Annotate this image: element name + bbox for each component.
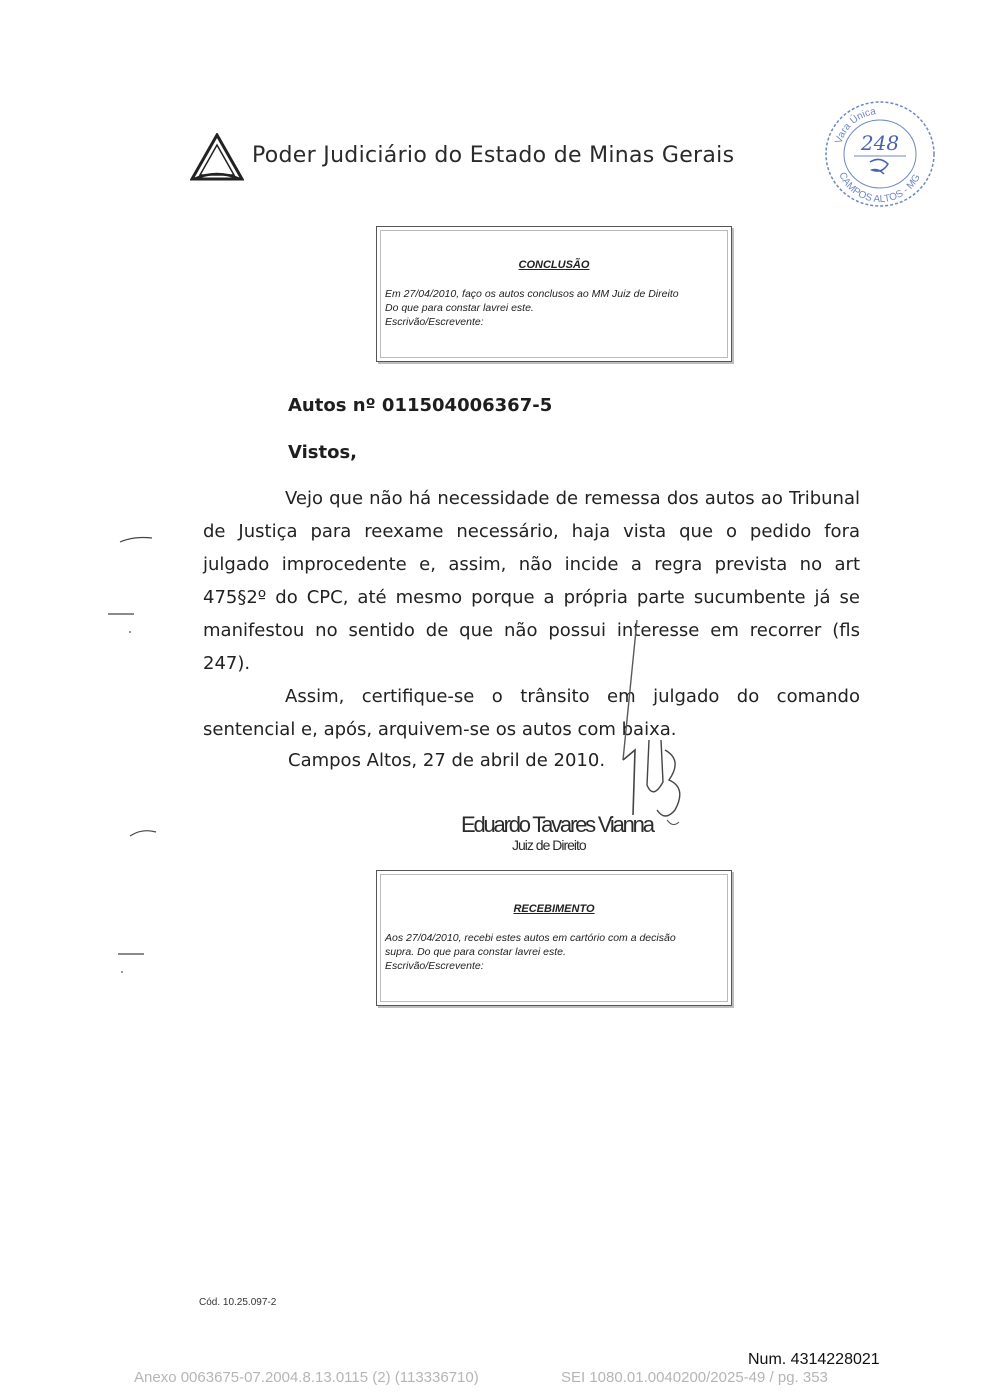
conclusao-line: Escrivão/Escrevente:	[385, 316, 484, 328]
stamp-ring-top-text: Vara Única	[833, 106, 877, 146]
court-seal-stamp	[822, 98, 938, 210]
margin-mark	[128, 826, 168, 838]
conclusao-title: CONCLUSÃO	[518, 259, 590, 271]
judge-name: Eduardo Tavares Vianna	[461, 812, 653, 837]
conclusao-line: Em 27/04/2010, faço os autos conclusos ao MM Juiz de Direito	[385, 288, 679, 300]
court-name: Poder Judiciário do Estado de Minas Gerais	[252, 143, 735, 168]
court-logo-icon	[190, 133, 244, 183]
sei-reference: SEI 1080.01.0040200/2025-49 / pg. 353	[561, 1369, 828, 1386]
place-date: Campos Altos, 27 de abril de 2010.	[288, 750, 606, 771]
annex-reference: Anexo 0063675-07.2004.8.13.0115 (2) (113336710)	[134, 1369, 479, 1386]
recebimento-line: Escrivão/Escrevente:	[385, 960, 484, 972]
paragraph-line: de Justiça para reexame necessário, haja vista que o pedido fora	[203, 521, 860, 542]
greeting: Vistos,	[288, 442, 358, 463]
recebimento-line: Aos 27/04/2010, recebi estes autos em cartório com a decisão	[385, 932, 676, 944]
judge-role: Juiz de Direito	[512, 837, 586, 853]
paragraph-line: Assim, certifique-se o trânsito em julgado do comando	[285, 686, 860, 707]
conclusao-line: Do que para constar lavrei este.	[385, 302, 534, 314]
stamp-ring-bottom-text: CAMPOS ALTOS - MG	[836, 170, 923, 206]
paragraph-line: 475§2º do CPC, até mesmo porque a própria parte sucumbente já se	[203, 587, 860, 608]
document-number: Num. 4314228021	[748, 1351, 880, 1368]
paragraph-line: Vejo que não há necessidade de remessa dos autos ao Tribunal	[285, 488, 860, 509]
handwritten-signature	[575, 610, 695, 840]
paragraph-line: julgado improcedente e, assim, não incide a regra prevista no art	[203, 554, 860, 575]
stamp-page-number: 248	[860, 131, 900, 155]
paragraph-line: manifestou no sentido de que não possui interesse em recorrer (fls	[203, 620, 860, 641]
paragraph-line: 247).	[203, 653, 251, 674]
conclusao-box	[376, 226, 732, 362]
recebimento-line: supra. Do que para constar lavrei este.	[385, 946, 566, 958]
margin-mark	[114, 948, 154, 978]
margin-mark	[118, 534, 158, 544]
recebimento-box	[376, 870, 732, 1006]
margin-mark	[104, 608, 144, 638]
recebimento-title: RECEBIMENTO	[513, 903, 595, 915]
case-number: Autos nº 011504006367-5	[288, 395, 553, 416]
paragraph-line: sentencial e, após, arquivem-se os autos com baixa.	[203, 719, 677, 740]
form-code: Cód. 10.25.097-2	[199, 1297, 277, 1308]
